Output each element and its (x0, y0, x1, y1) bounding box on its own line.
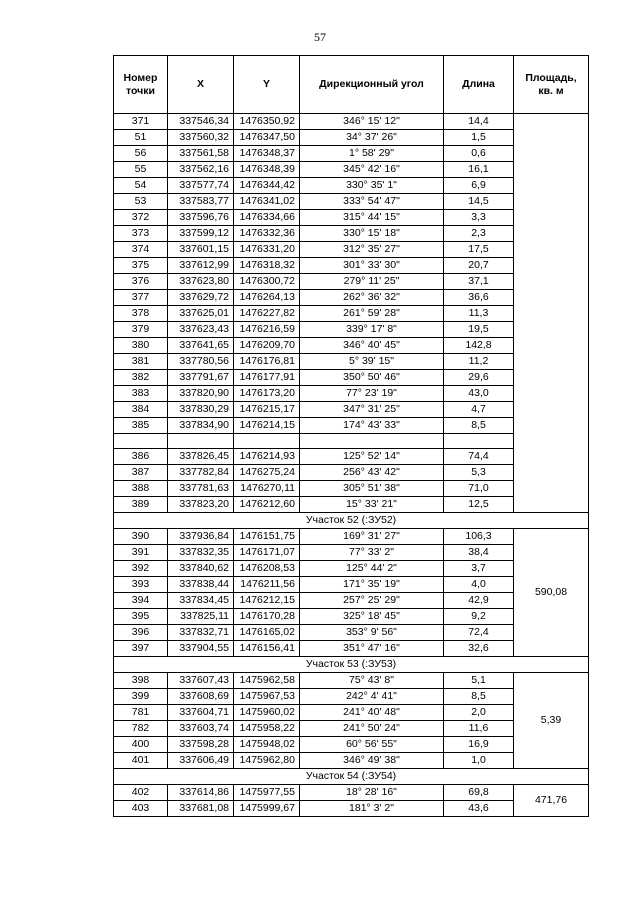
point-number-cell: 389 (114, 497, 168, 513)
x-coordinate-cell: 337604,71 (168, 705, 234, 721)
y-coordinate-cell: 1476170,28 (234, 609, 300, 625)
point-number-cell: 391 (114, 545, 168, 561)
x-coordinate-cell: 337791,67 (168, 370, 234, 386)
page-number: 57 (314, 30, 326, 44)
y-coordinate-cell: 1475962,58 (234, 673, 300, 689)
length-cell: 43,0 (444, 386, 514, 402)
direction-angle-cell: 325° 18' 45" (300, 609, 444, 625)
empty-cell (444, 434, 514, 449)
length-cell: 1,5 (444, 130, 514, 146)
area-cell: 590,08 (514, 529, 589, 657)
length-cell: 42,9 (444, 593, 514, 609)
y-coordinate-cell: 1475958,22 (234, 721, 300, 737)
y-coordinate-cell: 1476173,20 (234, 386, 300, 402)
direction-angle-cell: 15° 33' 21" (300, 497, 444, 513)
y-coordinate-cell: 1476212,60 (234, 497, 300, 513)
y-coordinate-cell: 1475977,55 (234, 785, 300, 801)
length-cell: 106,3 (444, 529, 514, 545)
y-coordinate-cell: 1476332,36 (234, 226, 300, 242)
point-number-cell: 782 (114, 721, 168, 737)
length-cell: 43,6 (444, 801, 514, 817)
length-cell: 3,7 (444, 561, 514, 577)
point-number-cell: 376 (114, 274, 168, 290)
x-coordinate-cell: 337623,43 (168, 322, 234, 338)
y-coordinate-cell: 1475967,53 (234, 689, 300, 705)
header-point: Номер точки (114, 56, 168, 114)
y-coordinate-cell: 1476156,41 (234, 641, 300, 657)
point-number-cell: 382 (114, 370, 168, 386)
x-coordinate-cell: 337826,45 (168, 449, 234, 465)
direction-angle-cell: 346° 49' 38" (300, 753, 444, 769)
length-cell: 6,9 (444, 178, 514, 194)
length-cell: 20,7 (444, 258, 514, 274)
direction-angle-cell: 262° 36' 32" (300, 290, 444, 306)
length-cell: 17,5 (444, 242, 514, 258)
header-length: Длина (444, 56, 514, 114)
x-coordinate-cell: 337596,76 (168, 210, 234, 226)
point-number-cell: 393 (114, 577, 168, 593)
direction-angle-cell: 279° 11' 25" (300, 274, 444, 290)
x-coordinate-cell: 337608,69 (168, 689, 234, 705)
x-coordinate-cell: 337840,62 (168, 561, 234, 577)
point-number-cell: 56 (114, 146, 168, 162)
x-coordinate-cell: 337598,28 (168, 737, 234, 753)
length-cell: 69,8 (444, 785, 514, 801)
point-number-cell: 371 (114, 114, 168, 130)
point-number-cell: 383 (114, 386, 168, 402)
y-coordinate-cell: 1476331,20 (234, 242, 300, 258)
section-title-row (114, 657, 589, 673)
direction-angle-cell: 346° 40' 45" (300, 338, 444, 354)
x-coordinate-cell: 337583,77 (168, 194, 234, 210)
point-number-cell: 384 (114, 402, 168, 418)
length-cell: 37,1 (444, 274, 514, 290)
direction-angle-cell: 305° 51' 38" (300, 481, 444, 497)
y-coordinate-cell: 1476347,50 (234, 130, 300, 146)
point-number-cell: 375 (114, 258, 168, 274)
length-cell: 38,4 (444, 545, 514, 561)
point-number-cell: 392 (114, 561, 168, 577)
y-coordinate-cell: 1476177,91 (234, 370, 300, 386)
y-coordinate-cell: 1476350,92 (234, 114, 300, 130)
direction-angle-cell: 169° 31' 27" (300, 529, 444, 545)
point-number-cell: 395 (114, 609, 168, 625)
length-cell: 14,5 (444, 194, 514, 210)
direction-angle-cell: 345° 42' 16" (300, 162, 444, 178)
x-coordinate-cell: 337782,84 (168, 465, 234, 481)
x-coordinate-cell: 337832,35 (168, 545, 234, 561)
length-cell: 32,6 (444, 641, 514, 657)
point-number-cell: 396 (114, 625, 168, 641)
point-number-cell: 55 (114, 162, 168, 178)
direction-angle-cell: 125° 52' 14" (300, 449, 444, 465)
section-title-row (114, 513, 589, 529)
x-coordinate-cell: 337629,72 (168, 290, 234, 306)
y-coordinate-cell: 1476208,53 (234, 561, 300, 577)
y-coordinate-cell: 1476318,32 (234, 258, 300, 274)
point-number-cell: 53 (114, 194, 168, 210)
y-coordinate-cell: 1475960,02 (234, 705, 300, 721)
length-cell: 142,8 (444, 338, 514, 354)
x-coordinate-cell: 337641,65 (168, 338, 234, 354)
point-number-cell: 374 (114, 242, 168, 258)
point-number-cell: 400 (114, 737, 168, 753)
x-coordinate-cell: 337599,12 (168, 226, 234, 242)
direction-angle-cell: 18° 28' 16" (300, 785, 444, 801)
header-area: Площадь, кв. м (514, 56, 589, 114)
y-coordinate-cell: 1476270,11 (234, 481, 300, 497)
length-cell: 8,5 (444, 689, 514, 705)
table-body (114, 114, 589, 817)
x-coordinate-cell: 337623,80 (168, 274, 234, 290)
point-number-cell: 54 (114, 178, 168, 194)
direction-angle-cell: 312° 35' 27" (300, 242, 444, 258)
direction-angle-cell: 315° 44' 15" (300, 210, 444, 226)
y-coordinate-cell: 1476211,56 (234, 577, 300, 593)
x-coordinate-cell: 337832,71 (168, 625, 234, 641)
y-coordinate-cell: 1476171,07 (234, 545, 300, 561)
area-cell: 5,39 (514, 673, 589, 769)
x-coordinate-cell: 337825,11 (168, 609, 234, 625)
header-row (114, 56, 589, 114)
direction-angle-cell: 350° 50' 46" (300, 370, 444, 386)
point-number-cell: 387 (114, 465, 168, 481)
y-coordinate-cell: 1475999,67 (234, 801, 300, 817)
length-cell: 1,0 (444, 753, 514, 769)
section-title: Участок 54 (:ЗУ54) (114, 769, 589, 785)
x-coordinate-cell: 337781,63 (168, 481, 234, 497)
direction-angle-cell: 174° 43' 33" (300, 418, 444, 434)
table-row (114, 114, 589, 130)
x-coordinate-cell: 337681,08 (168, 801, 234, 817)
y-coordinate-cell: 1475948,02 (234, 737, 300, 753)
y-coordinate-cell: 1476214,15 (234, 418, 300, 434)
length-cell: 36,6 (444, 290, 514, 306)
y-coordinate-cell: 1476300,72 (234, 274, 300, 290)
x-coordinate-cell: 337904,55 (168, 641, 234, 657)
direction-angle-cell: 346° 15' 12" (300, 114, 444, 130)
length-cell: 4,0 (444, 577, 514, 593)
point-number-cell: 378 (114, 306, 168, 322)
point-number-cell: 379 (114, 322, 168, 338)
area-cell: 471,76 (514, 785, 589, 817)
point-number-cell: 399 (114, 689, 168, 705)
x-coordinate-cell: 337834,90 (168, 418, 234, 434)
x-coordinate-cell: 337603,74 (168, 721, 234, 737)
coordinates-table (113, 55, 589, 817)
x-coordinate-cell: 337625,01 (168, 306, 234, 322)
length-cell: 2,3 (444, 226, 514, 242)
direction-angle-cell: 125° 44' 2" (300, 561, 444, 577)
y-coordinate-cell: 1476341,02 (234, 194, 300, 210)
length-cell: 8,5 (444, 418, 514, 434)
length-cell: 19,5 (444, 322, 514, 338)
table-row (114, 529, 589, 545)
point-number-cell: 388 (114, 481, 168, 497)
direction-angle-cell: 241° 50' 24" (300, 721, 444, 737)
y-coordinate-cell: 1476348,39 (234, 162, 300, 178)
y-coordinate-cell: 1476176,81 (234, 354, 300, 370)
length-cell: 11,3 (444, 306, 514, 322)
direction-angle-cell: 5° 39' 15" (300, 354, 444, 370)
x-coordinate-cell: 337614,86 (168, 785, 234, 801)
empty-cell (234, 434, 300, 449)
point-number-cell: 390 (114, 529, 168, 545)
point-number-cell: 373 (114, 226, 168, 242)
point-number-cell: 401 (114, 753, 168, 769)
length-cell: 74,4 (444, 449, 514, 465)
direction-angle-cell: 330° 15' 18" (300, 226, 444, 242)
length-cell: 71,0 (444, 481, 514, 497)
y-coordinate-cell: 1476334,66 (234, 210, 300, 226)
direction-angle-cell: 256° 43' 42" (300, 465, 444, 481)
direction-angle-cell: 257° 25' 29" (300, 593, 444, 609)
header-x: X (168, 56, 234, 114)
direction-angle-cell: 351° 47' 16" (300, 641, 444, 657)
table-row (114, 785, 589, 801)
point-number-cell: 381 (114, 354, 168, 370)
header-angle: Дирекционный угол (300, 56, 444, 114)
direction-angle-cell: 77° 23' 19" (300, 386, 444, 402)
length-cell: 11,6 (444, 721, 514, 737)
x-coordinate-cell: 337780,56 (168, 354, 234, 370)
y-coordinate-cell: 1476214,93 (234, 449, 300, 465)
x-coordinate-cell: 337612,99 (168, 258, 234, 274)
direction-angle-cell: 261° 59' 28" (300, 306, 444, 322)
direction-angle-cell: 353° 9' 56" (300, 625, 444, 641)
direction-angle-cell: 77° 33' 2" (300, 545, 444, 561)
table-row (114, 673, 589, 689)
point-number-cell: 372 (114, 210, 168, 226)
x-coordinate-cell: 337546,34 (168, 114, 234, 130)
y-coordinate-cell: 1476348,37 (234, 146, 300, 162)
point-number-cell: 397 (114, 641, 168, 657)
length-cell: 16,9 (444, 737, 514, 753)
point-number-cell: 394 (114, 593, 168, 609)
y-coordinate-cell: 1475962,80 (234, 753, 300, 769)
direction-angle-cell: 347° 31' 25" (300, 402, 444, 418)
length-cell: 16,1 (444, 162, 514, 178)
y-coordinate-cell: 1476151,75 (234, 529, 300, 545)
direction-angle-cell: 1° 58' 29" (300, 146, 444, 162)
header-y: Y (234, 56, 300, 114)
direction-angle-cell: 242° 4' 41" (300, 689, 444, 705)
x-coordinate-cell: 337562,16 (168, 162, 234, 178)
direction-angle-cell: 34° 37' 26" (300, 130, 444, 146)
y-coordinate-cell: 1476264,13 (234, 290, 300, 306)
y-coordinate-cell: 1476209,70 (234, 338, 300, 354)
direction-angle-cell: 75° 43' 8" (300, 673, 444, 689)
x-coordinate-cell: 337820,90 (168, 386, 234, 402)
point-number-cell: 403 (114, 801, 168, 817)
section-title: Участок 52 (:ЗУ52) (114, 513, 589, 529)
y-coordinate-cell: 1476216,59 (234, 322, 300, 338)
length-cell: 11,2 (444, 354, 514, 370)
x-coordinate-cell: 337607,43 (168, 673, 234, 689)
point-number-cell: 380 (114, 338, 168, 354)
y-coordinate-cell: 1476275,24 (234, 465, 300, 481)
y-coordinate-cell: 1476215,17 (234, 402, 300, 418)
direction-angle-cell: 301° 33' 30" (300, 258, 444, 274)
empty-cell (168, 434, 234, 449)
x-coordinate-cell: 337577,74 (168, 178, 234, 194)
direction-angle-cell: 171° 35' 19" (300, 577, 444, 593)
length-cell: 72,4 (444, 625, 514, 641)
y-coordinate-cell: 1476212,15 (234, 593, 300, 609)
length-cell: 4,7 (444, 402, 514, 418)
direction-angle-cell: 241° 40' 48" (300, 705, 444, 721)
point-number-cell: 402 (114, 785, 168, 801)
point-number-cell: 398 (114, 673, 168, 689)
x-coordinate-cell: 337834,45 (168, 593, 234, 609)
point-number-cell: 386 (114, 449, 168, 465)
y-coordinate-cell: 1476165,02 (234, 625, 300, 641)
area-cell (514, 114, 589, 513)
length-cell: 12,5 (444, 497, 514, 513)
x-coordinate-cell: 337936,84 (168, 529, 234, 545)
point-number-cell: 781 (114, 705, 168, 721)
direction-angle-cell: 339° 17' 8" (300, 322, 444, 338)
point-number-cell: 377 (114, 290, 168, 306)
length-cell: 0,6 (444, 146, 514, 162)
direction-angle-cell: 333° 54' 47" (300, 194, 444, 210)
x-coordinate-cell: 337601,15 (168, 242, 234, 258)
x-coordinate-cell: 337606,49 (168, 753, 234, 769)
y-coordinate-cell: 1476344,42 (234, 178, 300, 194)
x-coordinate-cell: 337823,20 (168, 497, 234, 513)
point-number-cell: 51 (114, 130, 168, 146)
x-coordinate-cell: 337560,32 (168, 130, 234, 146)
point-number-cell: 385 (114, 418, 168, 434)
direction-angle-cell: 330° 35' 1" (300, 178, 444, 194)
direction-angle-cell: 181° 3' 2" (300, 801, 444, 817)
length-cell: 14,4 (444, 114, 514, 130)
empty-cell (300, 434, 444, 449)
length-cell: 5,1 (444, 673, 514, 689)
x-coordinate-cell: 337830,29 (168, 402, 234, 418)
length-cell: 9,2 (444, 609, 514, 625)
y-coordinate-cell: 1476227,82 (234, 306, 300, 322)
x-coordinate-cell: 337561,58 (168, 146, 234, 162)
length-cell: 3,3 (444, 210, 514, 226)
length-cell: 5,3 (444, 465, 514, 481)
section-title: Участок 53 (:ЗУ53) (114, 657, 589, 673)
direction-angle-cell: 60° 56' 55" (300, 737, 444, 753)
section-title-row (114, 769, 589, 785)
length-cell: 2,0 (444, 705, 514, 721)
x-coordinate-cell: 337838,44 (168, 577, 234, 593)
length-cell: 29,6 (444, 370, 514, 386)
empty-cell (114, 434, 168, 449)
